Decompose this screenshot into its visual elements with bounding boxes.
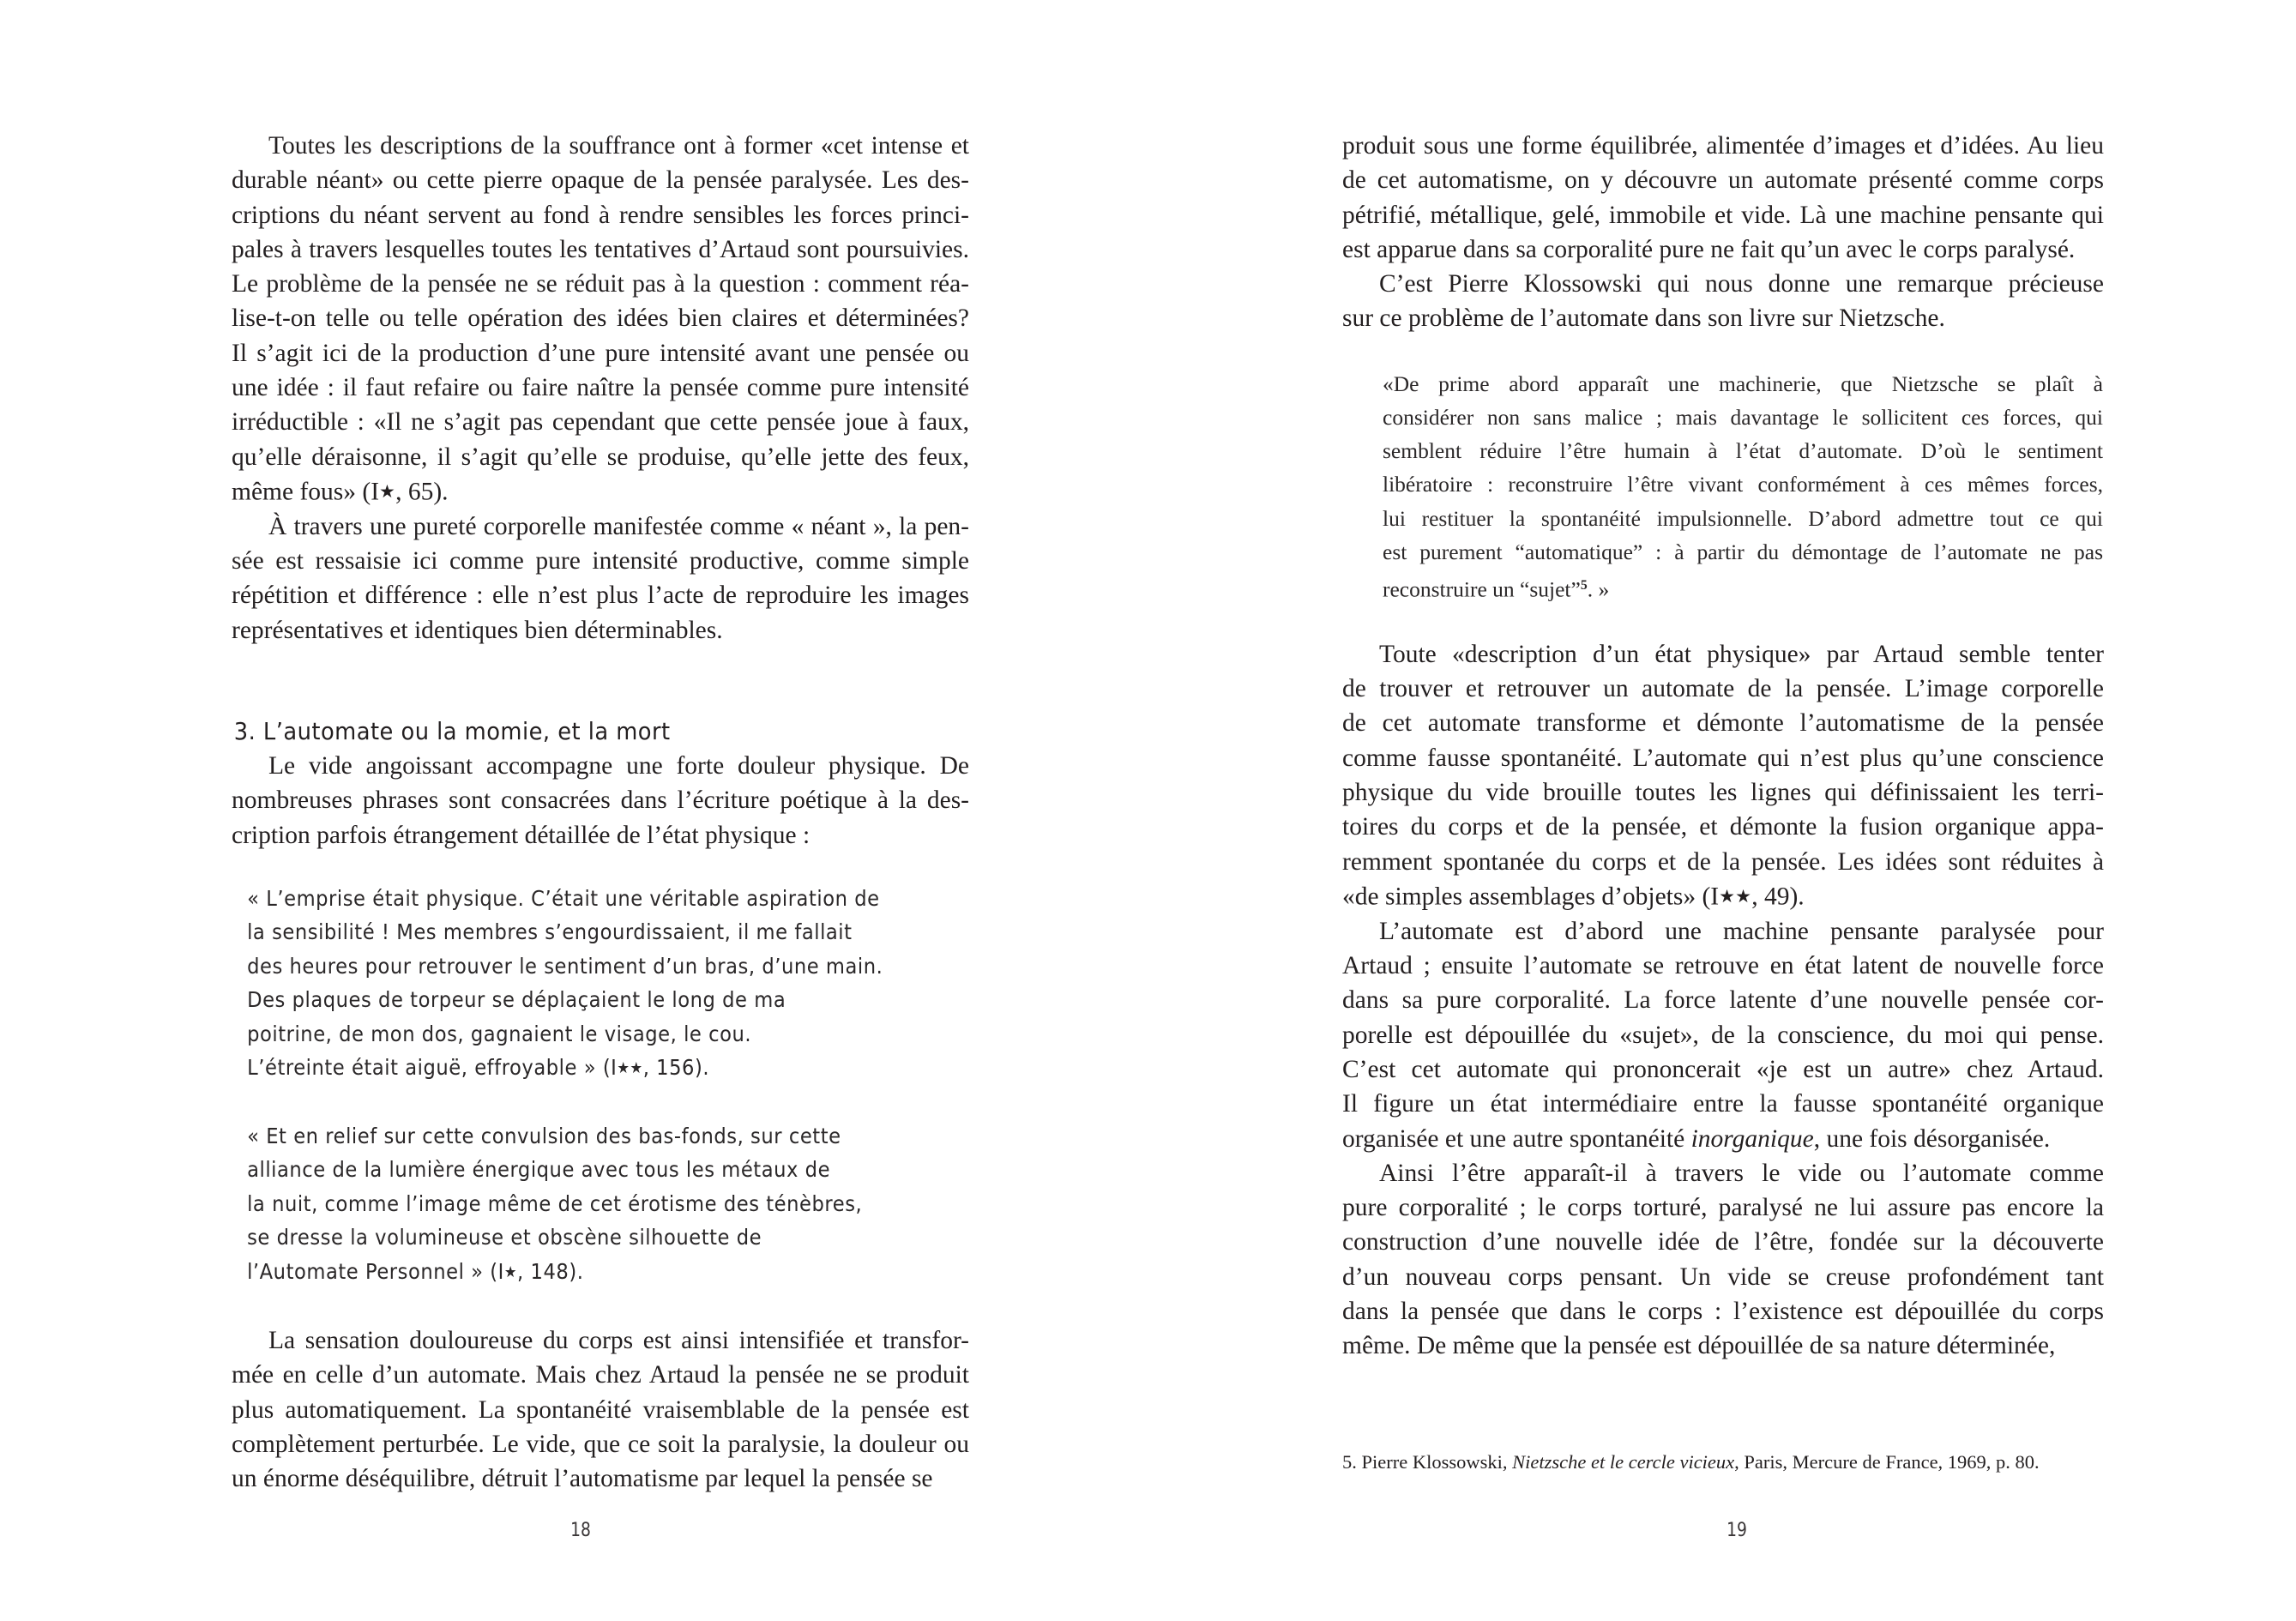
text-line: Il s’agit ici de la production d’une pure intensité avant une pensée ou [232,339,969,367]
text-line: qu’elle déraisonne, il s’agit qu’elle se produise, qu’elle jette des feux, [232,443,969,471]
footnote-number: 5. [1342,1451,1357,1473]
block-quote [232,882,1015,1086]
star-icon: ★ [503,1262,518,1281]
emphasis: inorganique [1690,1124,1814,1153]
paragraph [232,1323,969,1496]
paragraph [1342,129,2104,267]
star-icon: ★★ [617,1059,643,1078]
text-line: Artaud ; ensuite l’automate se retrouve en état latent de nouvelle force [1342,952,2104,980]
footnote-details: , Paris, Mercure de France, 1969, p. 80. [1734,1451,2040,1473]
text-line: dans la pensée que dans le corps : l’existence est dépouillée du corps [1342,1298,2104,1326]
left-text-column [232,129,969,1497]
text-line: «De prime abord apparaît une machinerie, que Nietzsche se plaît à [1383,371,2103,396]
section-heading: 3. L’automate ou la momie, et la mort [233,717,671,745]
star-icon: ★★ [1719,885,1752,907]
text-line: se dresse la volumineuse et obscène silhouette de [247,1225,762,1250]
paragraph [1342,637,2104,914]
text-line: de cet automate transforme et démonte l’automatisme de la pensée [1342,709,2104,738]
text-line: d’un nouveau corps pensant. Un vide se creuse profondément tant [1342,1262,2104,1291]
text-line: un énorme déséquilibre, détruit l’automatisme par lequel la pensée se [232,1465,933,1493]
paragraph [1342,1156,2104,1364]
text-line: plus automatiquement. La spontanéité vraisemblable de la pensée est [232,1395,969,1424]
text-line: dans sa pure corporalité. La force latente d’une nouvelle pensée cor- [1342,986,2104,1015]
text-line: semblent réduire l’être humain à l’état d’automate. D’où le sentiment [1383,438,2103,464]
text-line: porelle est dépouillée du «sujet», de la conscience, du moi qui pense. [1342,1021,2104,1049]
footnote-title: Nietzsche et le cercle vicieux [1512,1451,1735,1473]
text-line: irréductible : «Il ne s’agit pas cependant que cette pensée joue à faux, [232,408,969,437]
text-line: sée est ressaisie ici comme pure intensité productive, comme simple [232,547,969,575]
text-line: durable néant» ou cette pierre opaque de la pensée paralysée. Les des- [232,166,969,195]
page-number: 18 [570,1520,591,1541]
text-line: C’est cet automate qui prononcerait «je est un autre» chez Artaud. [1342,1056,2104,1083]
text-line: remment spontanée du corps et de la pensée. Les idées sont réduites à [1342,847,2104,876]
text-line: même fous» (I★, 65). [232,478,449,506]
text-line: Toutes les descriptions de la souffrance ont à former «cet intense et [268,132,969,160]
text-line: Le problème de la pensée ne se réduit pas à la question : comment réa- [232,270,969,298]
text-line: même. De même que la pensée est dépouillée de sa nature déterminée, [1342,1332,2056,1360]
text-line: comme fausse spontanéité. L’automate qui n’est plus qu’une conscience [1342,744,2104,772]
text-line: « Et en relief sur cette convulsion des bas-fonds, sur cette [247,1123,841,1148]
text-line: C’est Pierre Klossowski qui nous donne une remarque précieuse [1379,270,2104,298]
text-line: représentatives et identiques bien déterminables. [232,616,723,644]
quote-text: reconstruire un “sujet” [1383,576,1581,602]
text-line: Il figure un état intermédiaire entre la fausse spontanéité organique [1342,1090,2104,1118]
right-page [1148,0,2296,1621]
text-line: construction d’une nouvelle idée de l’être, fondée sur la découverte [1342,1228,2104,1256]
paragraph [232,749,969,853]
text-line: la sensibilité ! Mes membres s’engourdissaient, il me fallait [247,919,853,945]
text-line: Des plaques de torpeur se déplaçaient le long de ma [247,987,786,1013]
text-line: cription parfois étrangement détaillée de l’état physique : [232,821,811,849]
text-line: de cet automatisme, on y découvre un automate présenté comme corps [1342,166,2104,195]
text-line: L’étreinte était aiguë, effroyable » (I★★, 156). [247,1055,710,1081]
text-line: pétrifié, métallique, gelé, immobile et vide. Là une machine pensante qui [1342,201,2104,229]
text-line: lise-t-on telle ou telle opération des idées bien claires et déterminées? [232,304,969,333]
paragraph [1342,267,2104,336]
text-line: Ainsi l’être apparaît-il à travers le vide ou l’automate comme [1379,1159,2104,1187]
quote-lines [1383,367,2103,569]
text-line: la nuit, comme l’image même de cet érotisme des ténèbres, [247,1190,863,1216]
text-line: complètement perturbée. Le vide, que ce soit la paralysie, la douleur ou [232,1430,969,1458]
text-line: poitrine, de mon dos, gagnaient le visage, le cou. [247,1021,752,1046]
quote-last-line [1383,569,2103,606]
text-line: mée en celle d’un automate. Mais chez Artaud la pensée ne se produit [232,1361,969,1389]
text: , une fois désorganisée. [1813,1124,2051,1153]
star-icon: ★ [379,480,396,502]
block-quote [232,1119,1015,1289]
text-line: libératoire : reconstruire l’être vivant conformément à ces mêmes forces, [1383,472,2103,497]
footnote-reference[interactable]: 5 [1580,578,1588,593]
text-line: considérer non sans malice ; mais davantage le sollicitent ces forces, qui [1383,404,2103,430]
paragraph [1342,914,2104,1156]
text-line: répétition et différence : elle n’est plus l’acte de reproduire les images [232,582,969,610]
block-quote [1342,367,2103,606]
text-line: est apparue dans sa corporalité pure ne fait qu’un avec le corps paralysé. [1342,235,2076,263]
text-line: lui restituer la spontanéité impulsionnelle. D’abord admettre tout ce qui [1383,505,2103,531]
text-line: l’Automate Personnel » (I★, 148). [247,1258,584,1284]
text-line: criptions du néant servent au fond à rendre sensibles les forces princi- [232,201,969,229]
paragraph [232,509,969,648]
text-line: sur ce problème de l’automate dans son livre sur Nietzsche. [1342,304,1945,333]
paragraph-lines [1342,914,2104,1122]
text-line: «de simples assemblages d’objets» (I★★, 49). [1342,883,1805,911]
text-line: Le vide angoissant accompagne une forte douleur physique. De [268,752,969,780]
text-line: alliance de la lumière énergique avec tous les métaux de [247,1157,831,1183]
text-line: « L’emprise était physique. C’était une véritable aspiration de [247,885,880,911]
text-line: de trouver et retrouver un automate de la pensée. L’image corporelle [1342,675,2104,703]
text-line: La sensation douloureuse du corps est ainsi intensifiée et transfor- [268,1327,969,1355]
text-line: Toute «description d’un état physique» par Artaud semble tenter [1379,640,2104,668]
text-line: pure corporalité ; le corps torturé, paralysé ne lui assure pas encore la [1342,1194,2104,1222]
footnote-author: Pierre Klossowski, [1361,1451,1508,1473]
text-line: est purement “automatique” : à partir du démontage de l’automate ne pas [1383,539,2103,564]
text-line: nombreuses phrases sont consacrées dans l’écriture poétique à la des- [232,786,969,815]
paragraph-last-line [1342,1122,2104,1156]
page-number: 19 [1727,1520,1747,1541]
paragraph [232,129,969,509]
text-line: produit sous une forme équilibrée, alimentée d’images et d’idées. Au lieu [1342,132,2104,160]
right-text-column [1342,129,2104,1364]
text-line: L’automate est d’abord une machine pensante paralysée pour [1379,917,2104,945]
text-line: À travers une pureté corporelle manifestée comme « néant », la pen- [268,512,969,540]
text: organisée et une autre spontanéité [1342,1124,1691,1153]
quote-text: . » [1587,576,1610,602]
text-line: une idée : il faut refaire ou faire naître la pensée comme pure intensité [232,374,969,402]
footnote [1342,1449,2114,1475]
text-line: toires du corps et de la pensée, et démonte la fusion organique appa- [1342,813,2104,841]
text-line: des heures pour retrouver le sentiment d’un bras, d’une main. [247,953,883,979]
text-line: pales à travers lesquelles toutes les tentatives d’Artaud sont poursuivies. [232,235,969,263]
text-line: physique du vide brouille toutes les lignes qui définissaient les terri- [1342,779,2104,807]
